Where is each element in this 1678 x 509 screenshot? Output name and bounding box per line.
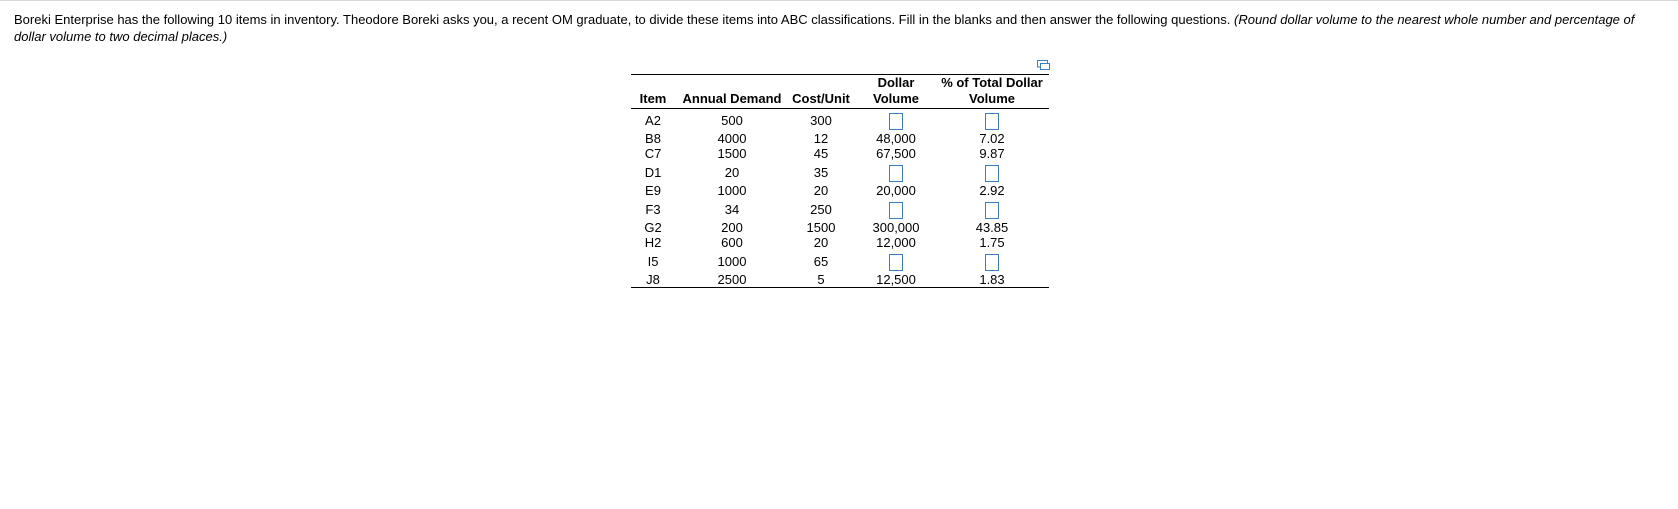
cell-item: E9 [645, 183, 661, 198]
cell-annual-demand: 200 [721, 220, 743, 235]
cell-pct-total [935, 109, 1049, 132]
cell-annual-demand: 4000 [717, 131, 747, 146]
cell-dollar-volume: 20,000 [876, 183, 916, 198]
table-row [631, 183, 1049, 198]
cell-item: C7 [644, 146, 662, 161]
inventory-table [631, 74, 1049, 288]
table-body [631, 109, 1049, 288]
cell-dollar-volume [857, 161, 935, 183]
cell-dollar-volume: 300,000 [872, 220, 920, 235]
cell-item: D1 [644, 165, 662, 180]
cell-pct-total: 7.02 [979, 131, 1005, 146]
pct-total-input[interactable] [985, 165, 999, 182]
header-pct-total [935, 75, 1049, 109]
dollar-volume-input[interactable] [889, 202, 903, 219]
cell-pct-total: 2.92 [979, 183, 1005, 198]
table-row [631, 131, 1049, 146]
cell-item: H2 [644, 235, 662, 250]
header-item: Item [631, 75, 675, 109]
header-dollar-volume-line2: Volume [873, 91, 919, 106]
cell-cost-unit: 12 [813, 131, 829, 146]
header-dollar-volume-line1: Dollar [877, 75, 915, 90]
prompt-instruction: (Round dollar volume to the nearest whole number and percentage of dollar volume to two decimal places.) [14, 12, 1635, 44]
cell-item: J8 [646, 272, 660, 287]
cell-dollar-volume [857, 109, 935, 132]
cell-item: A2 [645, 113, 661, 128]
cell-cost-unit: 45 [813, 146, 829, 161]
cell-cost-unit: 1500 [806, 220, 836, 235]
cell-cost-unit: 20 [813, 235, 829, 250]
cell-cost-unit: 250 [810, 202, 832, 217]
cell-dollar-volume [857, 250, 935, 272]
header-pct-line1: % of Total Dollar [941, 75, 1043, 90]
cell-cost-unit: 20 [813, 183, 829, 198]
cell-annual-demand: 20 [724, 165, 740, 180]
cell-pct-total [935, 250, 1049, 272]
header-dollar-volume [857, 75, 935, 109]
cell-cost-unit: 35 [813, 165, 829, 180]
table-row [631, 272, 1049, 288]
cell-dollar-volume [857, 198, 935, 220]
cell-pct-total [935, 161, 1049, 183]
dollar-volume-input[interactable] [889, 113, 903, 130]
table-row [631, 198, 1049, 220]
cell-pct-total: 1.75 [979, 235, 1005, 250]
expand-table-icon[interactable] [1037, 60, 1050, 70]
table-row [631, 161, 1049, 183]
pct-total-input[interactable] [985, 202, 999, 219]
cell-item: F3 [645, 202, 661, 217]
dollar-volume-input[interactable] [889, 254, 903, 271]
table-row [631, 235, 1049, 250]
cell-annual-demand: 500 [721, 113, 743, 128]
pct-total-input[interactable] [985, 113, 999, 130]
table-row [631, 220, 1049, 235]
header-pct-line2: Volume [969, 91, 1015, 106]
cell-pct-total: 1.83 [979, 272, 1005, 287]
cell-annual-demand: 600 [721, 235, 743, 250]
table-row [631, 109, 1049, 132]
cell-annual-demand: 34 [724, 202, 740, 217]
cell-dollar-volume: 67,500 [876, 146, 916, 161]
cell-dollar-volume: 12,500 [876, 272, 916, 287]
cell-cost-unit: 5 [817, 272, 825, 287]
cell-cost-unit: 300 [810, 113, 832, 128]
header-cost-unit: Cost/Unit [789, 75, 857, 109]
cell-pct-total [935, 198, 1049, 220]
cell-annual-demand: 1000 [717, 254, 747, 269]
table-row [631, 146, 1049, 161]
question-prompt [14, 11, 1664, 45]
cell-dollar-volume: 48,000 [876, 131, 916, 146]
table-row [631, 250, 1049, 272]
header-annual-demand: Annual Demand [675, 75, 789, 109]
cell-pct-total: 9.87 [979, 146, 1005, 161]
cell-item: I5 [647, 254, 659, 269]
pct-total-input[interactable] [985, 254, 999, 271]
top-divider [0, 0, 1678, 1]
cell-dollar-volume: 12,000 [876, 235, 916, 250]
cell-annual-demand: 2500 [717, 272, 747, 287]
dollar-volume-input[interactable] [889, 165, 903, 182]
prompt-text: Boreki Enterprise has the following 10 items in inventory. Theodore Boreki asks you, a recent OM graduate, to divide these items into ABC classifications. Fill in the blanks and then answer the following questions. [14, 12, 1234, 27]
cell-annual-demand: 1500 [717, 146, 747, 161]
cell-item: G2 [644, 220, 662, 235]
cell-pct-total: 43.85 [975, 220, 1009, 235]
cell-item: B8 [645, 131, 661, 146]
table-header-row [631, 75, 1049, 109]
cell-cost-unit: 65 [813, 254, 829, 269]
cell-annual-demand: 1000 [717, 183, 747, 198]
